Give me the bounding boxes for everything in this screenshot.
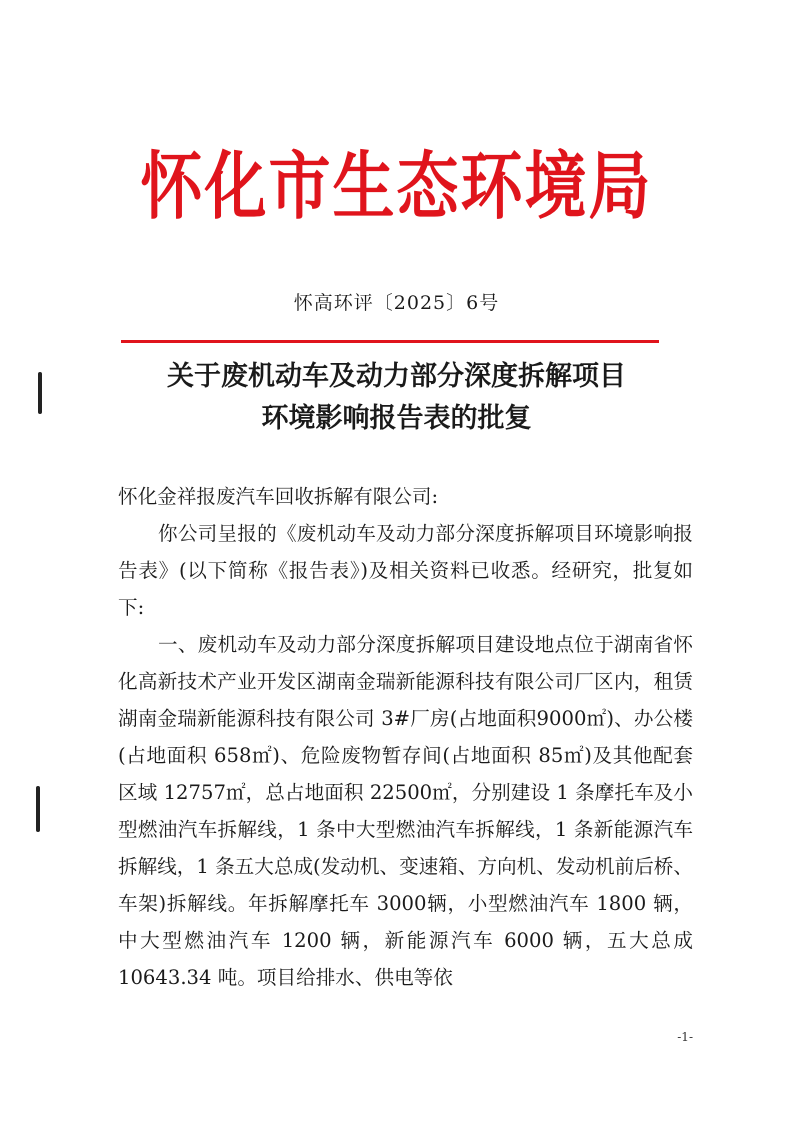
page-number: -1- [677, 1030, 693, 1044]
subject-line-2: 环境影响报告表的批复 [261, 403, 532, 434]
binding-hole-mark [36, 786, 40, 832]
subject-line-1: 关于废机动车及动力部分深度拆解项目 [167, 361, 626, 392]
issuing-authority-title: 怀化市生态环境局 [140, 142, 653, 230]
red-divider-line [121, 340, 659, 343]
document-subject [0, 356, 793, 440]
document-number: 怀高环评〔2025〕6号 [293, 292, 500, 314]
body-paragraph-2: 一、废机动车及动力部分深度拆解项目建设地点位于湖南省怀化高新技术产业开发区湖南金瑞新能源科技有限公司厂区内，租赁湖南金瑞新能源科技有限公司 3#厂房(占地面积9000㎡)、办公楼(占地面积 658㎡)、危险废物暂存间(占地面积 85㎡)及其他配套区域 12757㎡，总占地面积 22500㎡，分别建设 1 条摩托车及小型燃油汽车拆解线，1 条中大型燃油汽车拆解线，1 条新能源汽车拆解线，1 条五大总成(发动机、变速箱、方向机、发动机前后桥、车架)拆解线。年拆解摩托车 3000辆，小型燃油汽车 1800 辆，中大型燃油汽车 1200 辆，新能源汽车 6000 辆，五大总成 10643.34 吨。项目给排水、供电等依 [118, 633, 693, 989]
addressee: 怀化金祥报废汽车回收拆解有限公司: [118, 485, 439, 508]
binding-hole-mark [38, 372, 42, 414]
document-body [118, 478, 693, 996]
body-paragraph-1: 你公司呈报的《废机动车及动力部分深度拆解项目环境影响报告表》(以下简称《报告表》)及相关资料已收悉。经研究，批复如下: [118, 522, 693, 619]
